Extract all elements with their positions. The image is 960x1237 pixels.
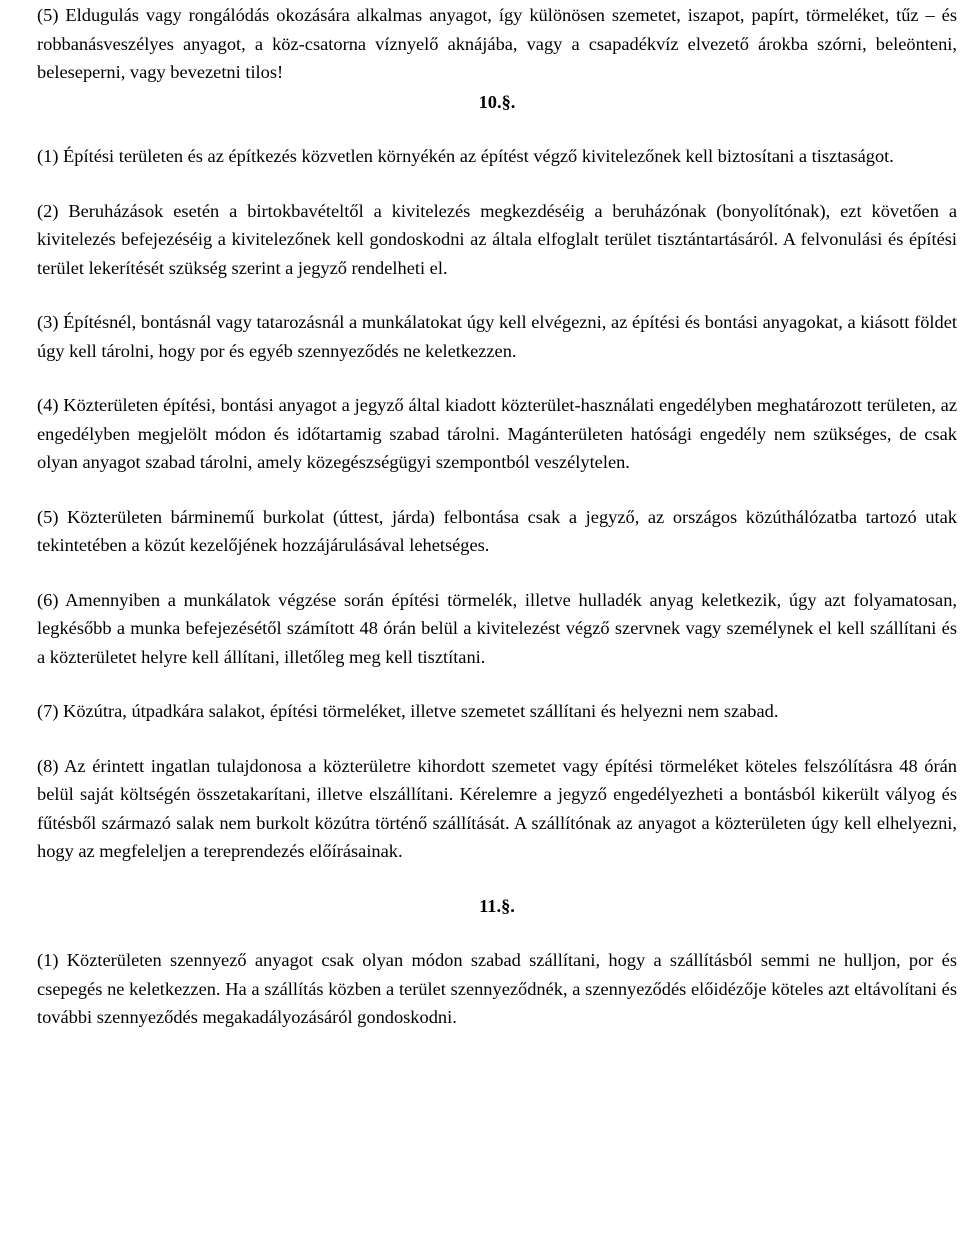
section-heading-11: 11.§.	[479, 895, 515, 916]
paragraph-10-3: (3) Építésnél, bontásnál vagy tatarozásnál a munkálatokat úgy kell elvégezni, az építési és bontási anyagokat, a kiásott földet úgy kell tárolni, hogy por és egyéb szennyeződés ne keletkezzen.	[37, 312, 957, 361]
paragraph-11-1: (1) Közterületen szennyező anyagot csak olyan módon szabad szállítani, hogy a szállításból semmi ne hulljon, por és csepegés ne keletkezzen. Ha a szállítás közben a terület szennyeződnék, a szennyeződés előidézője köteles azt eltávolítani és további szennyeződés megakadályozásáról gondoskodni.	[37, 950, 957, 1027]
paragraph-10-4: (4) Közterületen építési, bontási anyagot a jegyző által kiadott közterület-használati engedélyben meghatározott területen, az engedélyben megjelölt módon és időtartamig szabad tárolni. Magánterületen hatósági engedély nem szükséges, de csak olyan anyagot szabad tárolni, amely közegészségügyi szempontból veszélytelen.	[37, 395, 957, 472]
paragraph-10-6: (6) Amennyiben a munkálatok végzése során építési törmelék, illetve hulladék anyag keletkezik, úgy azt folyamatosan, legkésőbb a munka befejezésétől számított 48 órán belül a kivitelezést végző szervnek vagy személynek el kell szállítani és a közterületet helyre kell állítani, illetőleg meg kell tisztítani.	[37, 589, 957, 667]
paragraph-10-7: (7) Közútra, útpadkára salakot, építési törmeléket, illetve szemetet szállítani és helyezni nem szabad.	[37, 701, 779, 721]
paragraph-10-5: (5) Közterületen bárminemű burkolat (úttest, járda) felbontása csak a jegyző, az országos közúthálózatba tartozó utak tekintetében a közút kezelőjének hozzájárulásával lehetséges.	[37, 506, 957, 555]
paragraph-10-2: (2) Beruházások esetén a birtokbavételtől a kivitelezés megkezdéséig a beruházónak (bonyolítónak), ezt követően a kivitelezés befejezéséig a kivitelezőnek kell gondoskodni az általa elfoglalt terület tisztántartásáról. A felvonulási és építési terület lekerítését szükség szerint a jegyző rendelheti el.	[37, 200, 957, 278]
paragraph-10-8: (8) Az érintett ingatlan tulajdonosa a közterületre kihordott szemetet vagy építési törmeléket köteles felszólításra 48 órán belül saját költségén összetakarítani, illetve elszállítani. Kérelemre a jegyző engedélyezheti a bontásból kikerült vályog és fűtésből származó salak nem burkolt közútra történő szállítását. A szállítónak az anyagot a közterületen úgy kell elhelyezni, hogy az megfeleljen a tereprendezés előírásainak.	[37, 755, 957, 861]
section-heading-10: 10.§.	[478, 91, 516, 112]
document-page	[37, 0, 957, 1032]
paragraph-10-1: (1) Építési területen és az építkezés közvetlen környékén az építést végző kivitelezőnek kell biztosítani a tisztaságot.	[37, 146, 894, 166]
paragraph-10-intro-5: (5) Eldugulás vagy rongálódás okozására alkalmas anyagot, így különösen szemetet, iszapot, papírt, törmeléket, tűz – és robbanásveszélyes anyagot, a köz-csatorna víznyelő aknájába, vagy a csapadékvíz elvezető árokba szórni, beleönteni, beleseperni, vagy bevezetni tilos!	[37, 5, 957, 82]
